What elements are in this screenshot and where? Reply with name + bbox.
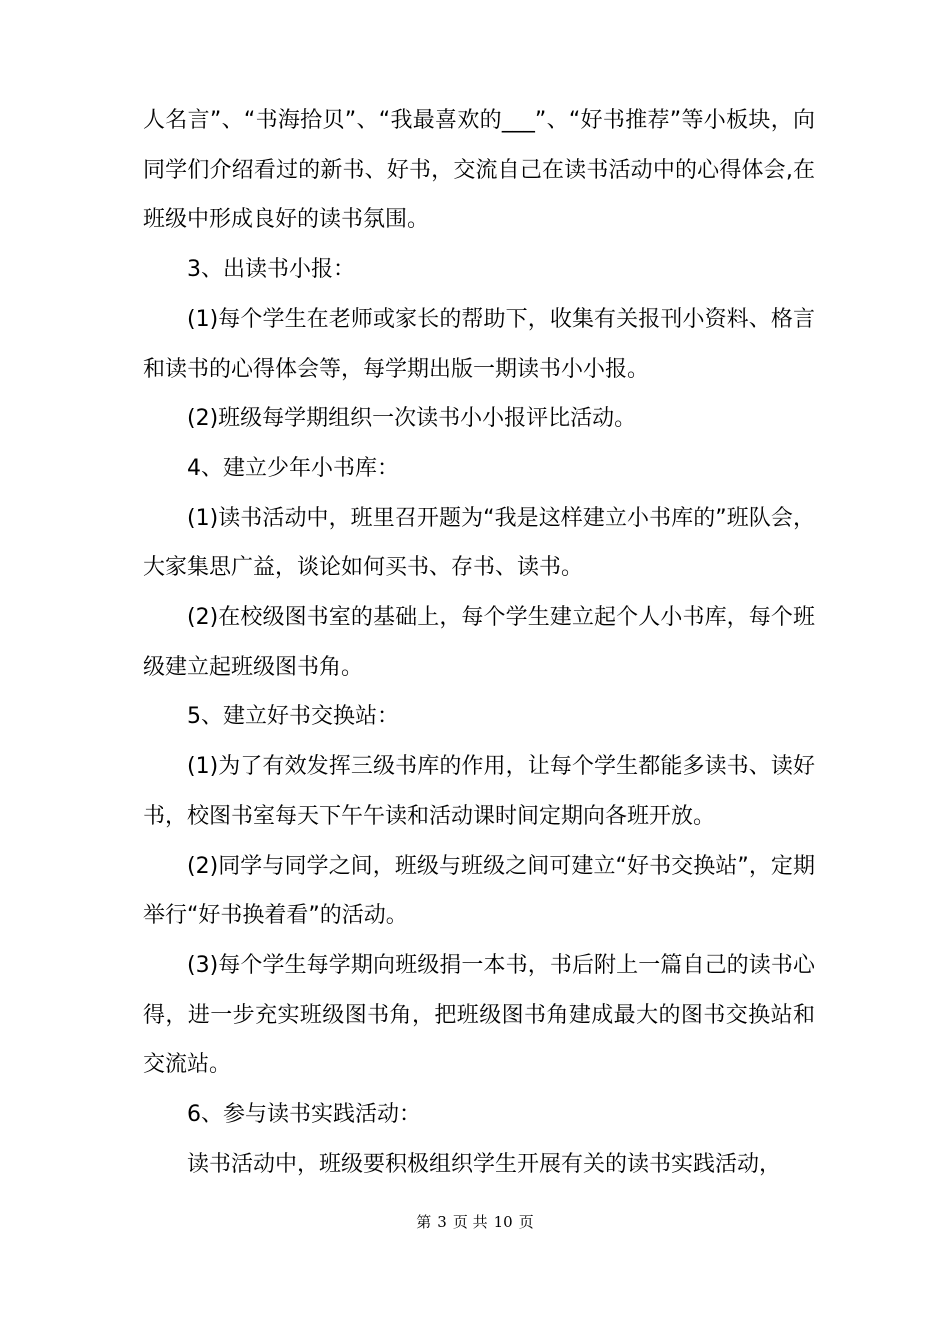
- paragraph: 读书活动中，班级要积极组织学生开展有关的读书实践活动，: [187, 1151, 782, 1177]
- footer-suffix: 页: [518, 1213, 534, 1231]
- paragraph: 人名言”、“书海拾贝”、“我最喜欢的___”、“好书推荐”等小板块，向同学们介绍看过的新书、好书，交流自己在读书活动中的心得体会,在班级中形成良好的读书氛围。: [143, 108, 815, 233]
- footer-prefix: 第: [416, 1213, 432, 1231]
- section-heading: 6、参与读书实践活动：: [187, 1102, 421, 1128]
- paragraph: (2)同学与同学之间，班级与班级之间可建立“好书交换站”，定期举行“好书换着看”的活动。: [143, 853, 815, 929]
- document-body: [143, 96, 815, 1189]
- section-heading: 3、出读书小报：: [187, 257, 355, 283]
- current-page-number: 3: [437, 1213, 447, 1231]
- total-page-count: 10: [493, 1213, 513, 1231]
- section-heading: 5、建立好书交换站：: [187, 704, 399, 730]
- section-heading: 4、建立少年小书库：: [187, 455, 399, 481]
- paragraph: (1)读书活动中，班里召开题为“我是这样建立小书库的”班队会，大家集思广益，谈论如何买书、存书、读书。: [143, 505, 815, 581]
- paragraph: (2)在校级图书室的基础上，每个学生建立起个人小书库，每个班级建立起班级图书角。: [143, 605, 815, 680]
- paragraph: (1)为了有效发挥三级书库的作用，让每个学生都能多读书、读好书，校图书室每天下午午读和活动课时间定期向各班开放。: [143, 754, 815, 829]
- paragraph: (1)每个学生在老师或家长的帮助下，收集有关报刊小资料、格言和读书的心得体会等，每学期出版一期读书小小报。: [143, 306, 815, 382]
- paragraph: (2)班级每学期组织一次读书小小报评比活动。: [187, 406, 637, 432]
- paragraph: (3)每个学生每学期向班级捐一本书，书后附上一篇自己的读书心得，进一步充实班级图书角，把班级图书角建成最大的图书交换站和交流站。: [143, 952, 815, 1078]
- footer-middle: 页 共: [452, 1213, 488, 1231]
- page-footer: [0, 1212, 950, 1232]
